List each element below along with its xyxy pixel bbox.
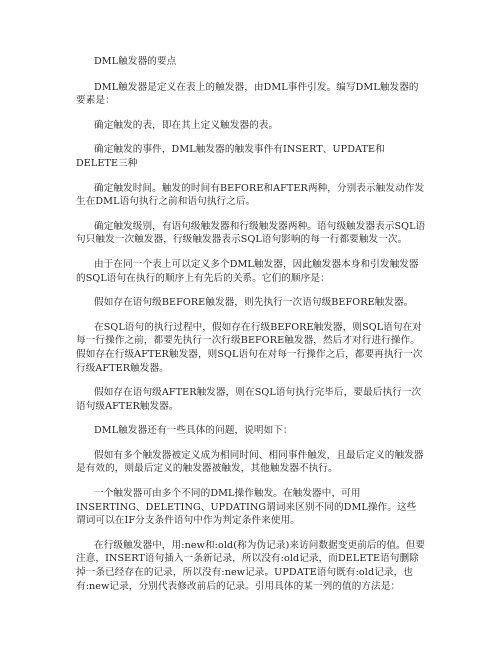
paragraph: 确定触发的表，即在其上定义触发器的表。 bbox=[94, 119, 279, 131]
paragraph: DML触发器是定义在表上的触发器，由DML事件引发。编写DML触发器的要素是： bbox=[76, 81, 419, 107]
paragraph: 确定触发时间。触发的时间有BEFORE和AFTER两种，分别表示触发动作发生在DML语句执行之前和语句执行之后。 bbox=[76, 182, 425, 208]
paragraph: 假如有多个触发器被定义成为相同时间、相同事件触发，且最后定义的触发器是有效的，则最后定义的触发器被触发，其他触发器不执行。 bbox=[76, 449, 424, 475]
paragraph: 确定触发级别，有语句级触发器和行级触发器两种。语句级触发器表示SQL语句只触发一次触发器，行级触发器表示SQL语句影响的每一行都要触发一次。 bbox=[76, 220, 426, 246]
paragraph: 假如存在语句级BEFORE触发器，则先执行一次语句级BEFORE触发器。 bbox=[94, 297, 414, 309]
paragraph: 假如存在语句级AFTER触发器，则在SQL语句执行完毕后，要最后执行一次语句级AFTER触发器。 bbox=[76, 387, 422, 412]
paragraph: 在行级触发器中，用:new和:old(称为伪记录)来访问数据变更前后的值。但要注意，INSERT语句插入一条新记录，所以没有:old记录，而DELETE语句删除掉一条已经存在的记录，所以没有:new记录。UPDATE语句既有:old记录，也有:new记录，分别代表修改前后的记录。引用具体的某一列的值的方法是： bbox=[76, 539, 426, 592]
document-body bbox=[76, 55, 426, 604]
paragraph: 由于在同一个表上可以定义多个DML触发器，因此触发器本身和引发触发器的SQL语句在执行的顺序上有先后的关系。它们的顺序是： bbox=[76, 258, 419, 284]
paragraph: 确定触发的事件，DML触发器的触发事件有INSERT、UPDATE和DELETE三种 bbox=[76, 144, 385, 169]
paragraph: 一个触发器可由多个不同的DML操作触发。在触发器中，可用INSERTING、DELETING、UPDATING谓词来区别不同的DML操作。这些谓词可以在IF分支条件语句中作为判定条件来使用。 bbox=[76, 488, 417, 527]
paragraph: DML触发器还有一些具体的问题，说明如下： bbox=[94, 425, 293, 437]
paragraph: 在SQL语句的执行过程中，假如存在行级BEFORE触发器，则SQL语句在对每一行操作之前，都要先执行一次行级BEFORE触发器，然后才对行进行操作。假如存在行级AFTER触发器，则SQL语句在对每一行操作之后，都要再执行一次行级AFTER触发器。 bbox=[76, 321, 423, 374]
document-title: DML触发器的要点 bbox=[94, 56, 177, 67]
